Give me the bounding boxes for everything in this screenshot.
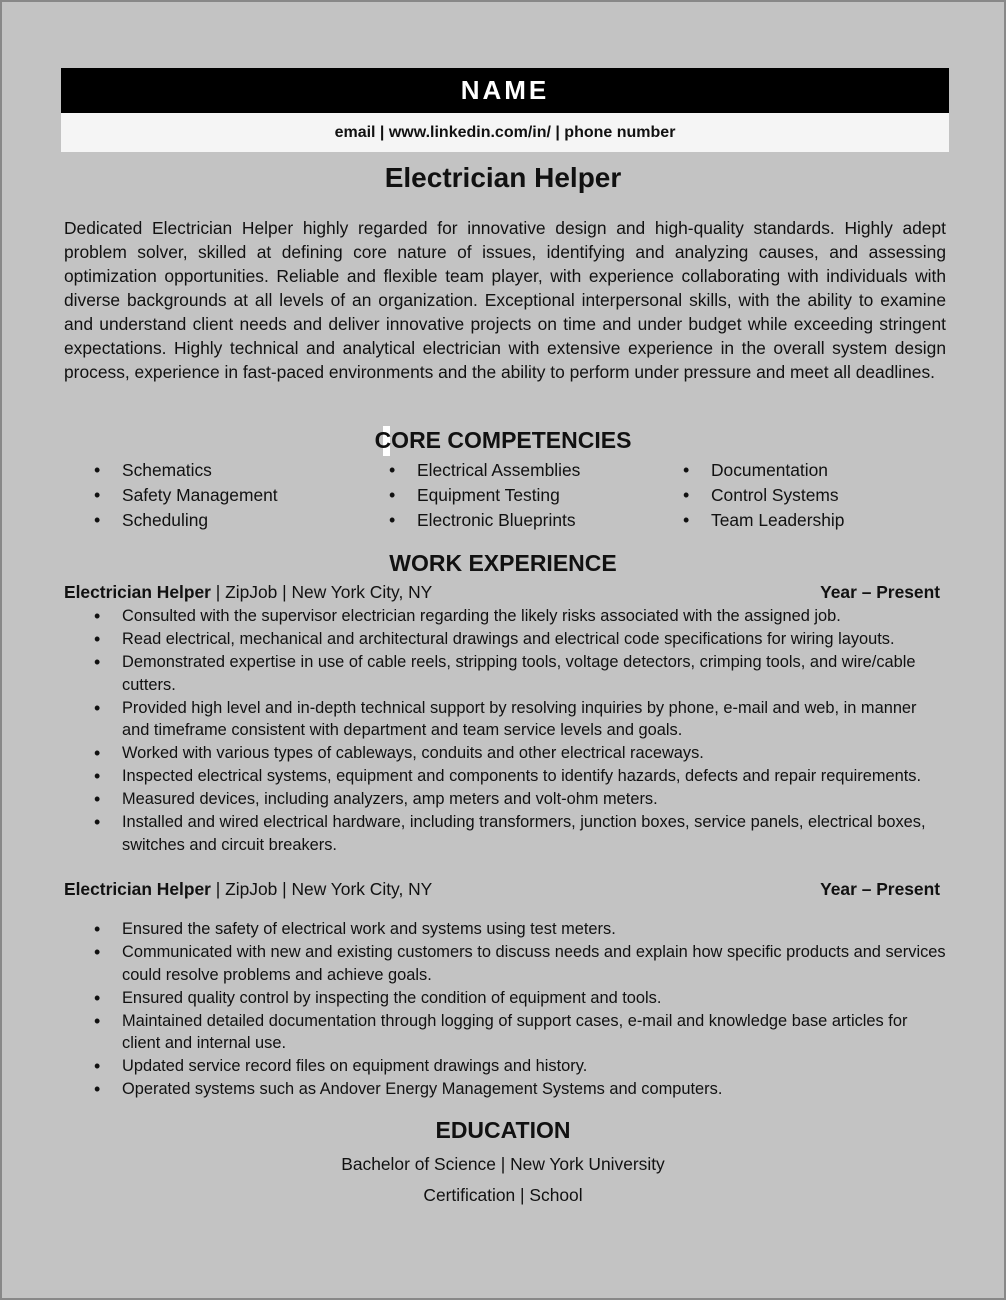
candidate-name: NAME [460,75,550,105]
contact-info: email | www.linkedin.com/in/ | phone number [334,123,676,141]
competency-item: • Electrical Assemblies [389,458,580,483]
competency-item: • Scheduling [94,508,278,533]
experience-heading: WORK EXPERIENCE [389,550,617,576]
bullet-item: • Operated systems such as Andover Energy Management Systems and computers. [94,1078,946,1101]
bullet-item: • Measured devices, including analyzers, amp meters and volt-ohm meters. [94,788,946,811]
job-date: Year – Present [820,582,940,602]
bullet-item: • Worked with various types of cableways, conduits and other electrical raceways. [94,742,946,765]
competency-item: • Documentation [683,458,844,483]
job-details: | ZipJob | New York City, NY [210,582,433,602]
competency-item: • Equipment Testing [389,483,580,508]
job-role: Electrician Helper [64,879,211,899]
bullet-item: • Inspected electrical systems, equipment and components to identify hazards, defects and repair requirements. [94,765,946,788]
bullet-item: • Read electrical, mechanical and architectural drawings and electrical code specifications for wiring layouts. [94,628,946,651]
contact-bar [61,113,949,152]
bullet-item: • Communicated with new and existing customers to discuss needs and explain how specific products and services could resolve problems and achieve goals. [94,941,946,986]
bullet-item: • Demonstrated expertise in use of cable reels, stripping tools, voltage detectors, crimping tools, and wire/cable cutters. [94,651,946,696]
job-header-2 [64,877,940,901]
name-banner [61,68,949,113]
competency-item: • Electronic Blueprints [389,508,580,533]
professional-summary: Dedicated Electrician Helper highly regarded for innovative design and high-quality standards. Highly adept problem solver, skilled at defining core nature of issues, identifying and analyzing causes, and assessing optimization opportunities. Reliable and flexible team player, with experience collaborating with individuals with diverse backgrounds at all levels of an organization. Exceptional interpersonal skills, with the ability to examine and understand client needs and deliver innovative projects on time and under budget while exceeding stringent expectations. Highly technical and analytical electrician with extensive experience in the overall system design process, experience in fast-paced environments and the ability to perform under pressure and meet all deadlines. [64,218,946,382]
job-date: Year – Present [820,879,940,899]
competencies-column-2 [389,458,580,533]
bullet-item: • Provided high level and in-depth technical support by resolving inquiries by phone, e-mail and web, in manner and timeframe consistent with department and team service levels and goals. [94,697,946,742]
bullet-item: • Consulted with the supervisor electrician regarding the likely risks associated with the assigned job. [94,605,946,628]
competencies-column-1 [94,458,278,533]
job-details: | ZipJob | New York City, NY [210,879,433,899]
bullet-item: • Updated service record files on equipment drawings and history. [94,1055,946,1078]
job-role: Electrician Helper [64,582,211,602]
competency-item: • Control Systems [683,483,844,508]
competency-item: • Safety Management [94,483,278,508]
competency-item: • Schematics [94,458,278,483]
job-header-1 [64,580,940,604]
bullet-item: • Maintained detailed documentation through logging of support cases, e-mail and knowledge base articles for client and internal use. [94,1010,946,1055]
competencies-heading: CORE COMPETENCIES [374,427,632,453]
competencies-column-3 [683,458,844,533]
bullet-item: • Installed and wired electrical hardware, including transformers, junction boxes, service panels, electrical boxes, switches and circuit breakers. [94,811,946,856]
bullet-item: • Ensured quality control by inspecting the condition of equipment and tools. [94,987,946,1010]
resume-title: Electrician Helper [384,162,622,193]
job-1-bullets [94,605,946,857]
education-heading: EDUCATION [435,1117,571,1143]
competency-item: • Team Leadership [683,508,844,533]
education-degree: Bachelor of Science | New York University [341,1154,665,1174]
education-certification: Certification | School [423,1185,583,1205]
bullet-item: • Ensured the safety of electrical work and systems using test meters. [94,918,946,941]
job-2-bullets [94,918,946,1101]
